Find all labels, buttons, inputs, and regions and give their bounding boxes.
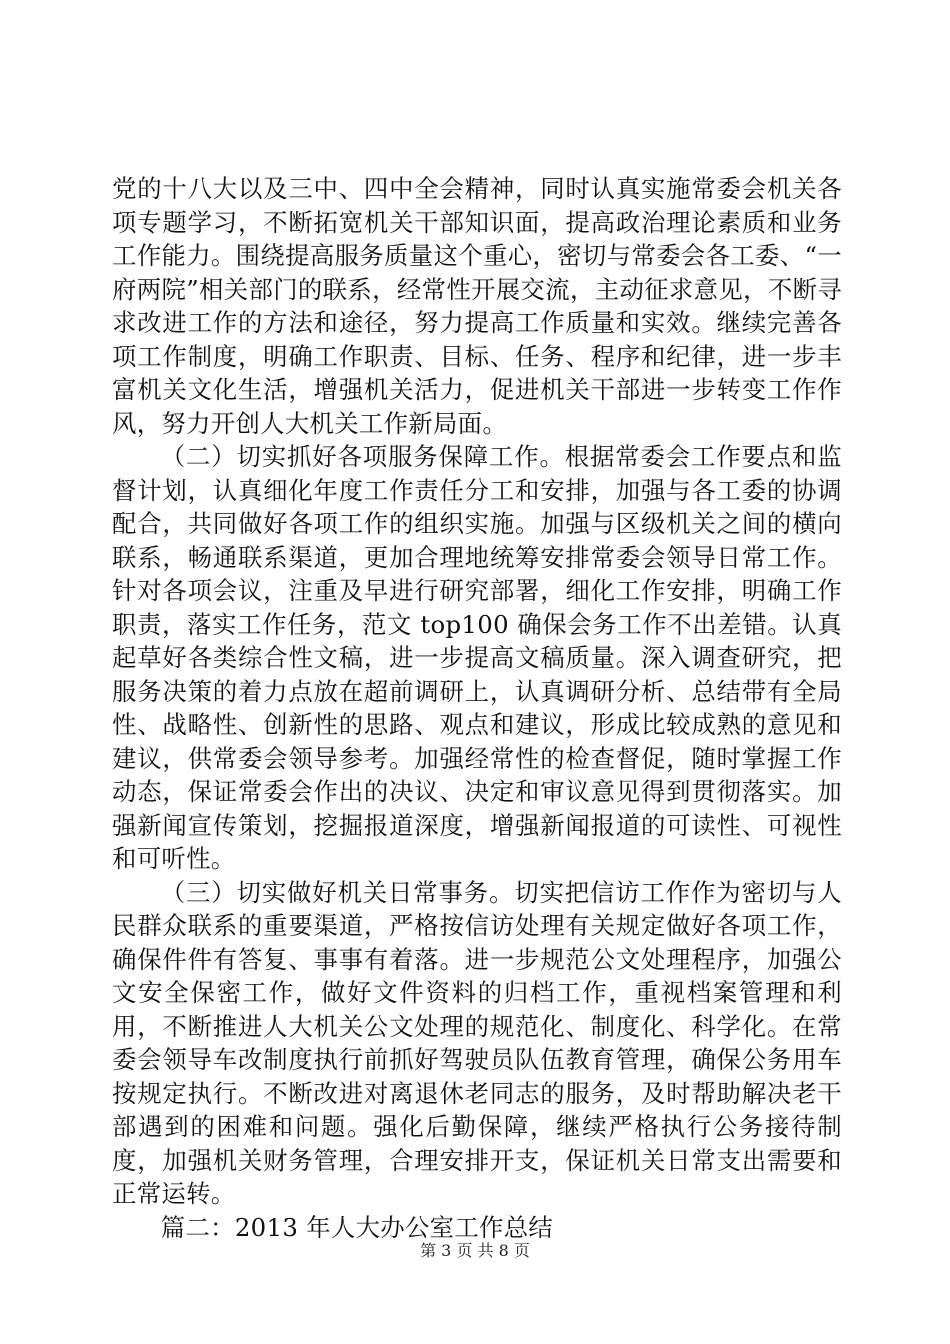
document-body xyxy=(112,172,842,1244)
paragraph-section-two: （二）切实抓好各项服务保障工作。根据常委会工作要点和监督计划，认真细化年度工作责任分工和安排，加强与各工委的协调配合，共同做好各项工作的组织实施。加强与区级机关之间的横向联系，畅通联系渠道，更加合理地统筹安排常委会领导日常工作。针对各项会议，注重及早进行研究部署，细化工作安排，明确工作职责，落实工作任务，范文 top100 确保会务工作不出差错。认真起草好各类综合性文稿，进一步提高文稿质量。深入调查研究，把服务决策的着力点放在超前调研上，认真调研分析、总结带有全局性、战略性、创新性的思路、观点和建议，形成比较成熟的意见和建议，供常委会领导参考。加强经常性的检查督促，随时掌握工作动态，保证常委会作出的决议、决定和审议意见得到贯彻落实。加强新闻宣传策划，挖掘报道深度，增强新闻报道的可读性、可视性和可听性。 xyxy=(112,442,842,873)
chapter-heading: 篇二：2013 年人大办公室工作总结 xyxy=(160,1212,554,1242)
paragraph-section-three: （三）切实做好机关日常事务。切实把信访工作作为密切与人民群众联系的重要渠道，严格按信访处理有关规定做好各项工作，确保件件有答复、事事有着落。进一步规范公文处理程序，加强公文安全保密工作，做好文件资料的归档工作，重视档案管理和利用，不断推进人大机关公文处理的规范化、制度化、科学化。在常委会领导车改制度执行前抓好驾驶员队伍教育管理，确保公务用车按规定执行。不断改进对离退休老同志的服务，及时帮助解决老干部遇到的困难和问题。强化后勤保障，继续严格执行公务接待制度，加强机关财务管理，合理安排开支，保证机关日常支出需要和正常运转。 xyxy=(112,877,842,1208)
paragraph-continuation: 党的十八大以及三中、四中全会精神，同时认真实施常委会机关各项专题学习，不断拓宽机关干部知识面，提高政治理论素质和业务工作能力。围绕提高服务质量这个重心，密切与常委会各工委、“一府两院”相关部门的联系，经常性开展交流，主动征求意见，不断寻求改进工作的方法和途径，努力提高工作质量和实效。继续完善各项工作制度，明确工作职责、目标、任务、程序和纪律，进一步丰富机关文化生活，增强机关活力，促进机关干部进一步转变工作作风，努力开创人大机关工作新局面。 xyxy=(112,174,842,438)
page-number-footer: 第 3 页 共 8 页 xyxy=(420,1241,530,1260)
